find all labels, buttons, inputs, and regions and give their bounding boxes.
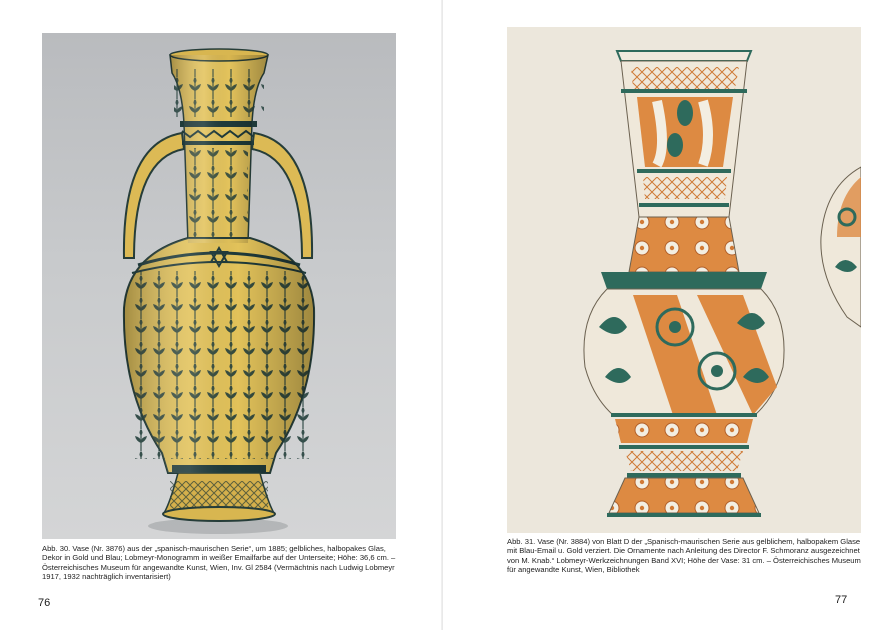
page-number: 77 [835,594,848,606]
vase-drawing [507,27,861,533]
page-number: 76 [38,597,51,609]
vase-photograph [42,33,396,539]
figure-caption: Abb. 31. Vase (Nr. 3884) von Blatt D der „Spanisch-maurischen Serie aus gelblichem, halbopakem Glase mit Blau-Email u. Gold verziert. Die Ornamente nach Anleitung des Director F. Schmoranz ausgezeichnet von M. Knab.“ Lobmeyr-Werkzeichnungen Band XVI; Höhe der Vase: 31 cm. – Österreichisches Museum für angewandte Kunst, Wien, Bibliothek [507,537,861,574]
figure-caption: Abb. 30. Vase (Nr. 3876) aus der „spanisch-maurischen Serie“, um 1885; gelbliches, halbopakes Glas, Dekor in Gold und Blau; Lobmeyr-Monogramm in weißer Emailfarbe auf der Unterseite; Höhe: 36,6 cm. – Österreichisches Museum für angewandte Kunst, Wien, Inv. Gl 2584 (Vermächtnis nach Ludwig Lobmeyr 1917, 1932 nachträglich inventarisiert) [42,544,396,581]
right-page [443,0,886,630]
